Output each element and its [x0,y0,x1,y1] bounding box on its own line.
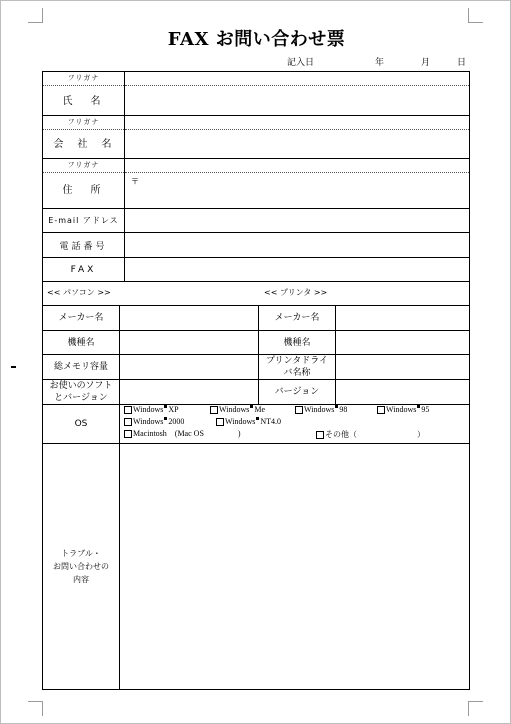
os-option-xp[interactable] [124,405,179,414]
email-field[interactable] [125,209,469,232]
company-input-area[interactable] [125,116,469,158]
printer-driver-label-line1: プリンタドライ [265,356,328,366]
os-xp-windows: Windows [133,405,164,414]
os-row [42,405,470,444]
date-filled-label: 記入日 [287,58,315,68]
crop-mark-bottom-left [28,701,43,716]
phone-row [42,233,470,258]
registered-mark-icon [164,405,167,408]
pc-maker-label: メーカー名 [43,306,120,330]
phone-field[interactable] [125,233,469,257]
os-label: OS [43,405,120,443]
name-furigana-label: フリガナ [43,72,124,86]
name-label: 氏 名 [62,96,105,107]
os-option-me[interactable] [210,405,265,414]
trouble-label-line3: 内容 [73,575,89,584]
pc-software-field[interactable] [120,380,259,404]
os-98-windows: Windows [304,405,335,414]
registered-mark-icon [256,417,259,420]
date-day-label: 日 [457,58,467,68]
os-mac-os-label: (Mac OS [174,429,204,438]
crop-mark-bottom-right [468,701,483,716]
os-xp-version: XP [168,405,179,414]
os-other-label: その他（ [325,430,357,439]
checkbox-icon[interactable] [295,406,303,414]
pc-model-label: 機種名 [43,331,120,354]
software-row [42,380,470,405]
os-option-98[interactable] [295,405,347,414]
crop-mark-top-left [28,8,43,23]
date-month-label: 月 [421,58,431,68]
pc-memory-field[interactable] [120,355,259,379]
registered-mark-icon [250,405,253,408]
company-furigana-label: フリガナ [43,116,124,130]
os-2000-windows: Windows [133,417,164,426]
email-label: E-mail アドレス [43,209,125,232]
address-furigana-field[interactable] [125,159,469,173]
pc-model-field[interactable] [120,331,259,354]
os-options [120,405,469,443]
name-furigana-field[interactable] [125,72,469,86]
crop-mark-top-right [468,8,483,23]
checkbox-icon[interactable] [377,406,385,414]
checkbox-icon[interactable] [124,418,132,426]
fax-row [42,258,470,282]
os-95-windows: Windows [386,405,417,414]
os-option-95[interactable] [377,405,429,414]
registered-mark-icon [417,405,420,408]
checkbox-icon[interactable] [316,431,324,439]
company-label: 会 社 名 [53,139,114,150]
trouble-row [42,444,470,690]
company-furigana-field[interactable] [125,116,469,130]
email-row [42,209,470,233]
os-2000-version: 2000 [168,417,185,426]
fax-field[interactable] [125,258,469,281]
printer-maker-label: メーカー名 [259,306,336,330]
os-nt-version: NT4.0 [260,417,282,426]
printer-version-label: バージョン [259,380,336,404]
margin-marker [11,366,16,368]
os-mac-label: Macintosh [133,429,167,438]
checkbox-icon[interactable] [216,418,224,426]
fax-label: FAX [43,258,125,281]
memory-row [42,355,470,380]
checkbox-icon[interactable] [210,406,218,414]
os-option-2000[interactable] [124,417,184,426]
printer-driver-label-line2: バ名称 [283,368,311,378]
os-98-version: 98 [339,405,348,414]
pc-section-header: << パソコン >> [47,288,111,297]
name-row [42,71,470,116]
os-other-close: ） [417,430,425,439]
printer-section-header: << プリンタ >> [264,288,328,297]
name-input-area[interactable] [125,72,469,115]
zip-mark: 〒 [131,177,139,186]
printer-version-field[interactable] [336,380,469,404]
os-option-other[interactable] [316,429,425,440]
checkbox-icon[interactable] [124,406,132,414]
os-option-mac[interactable] [124,429,241,438]
pc-software-label-line2: とバージョン [54,393,108,403]
date-year-label: 年 [375,58,385,68]
registered-mark-icon [335,405,338,408]
model-row [42,331,470,355]
trouble-label [43,444,120,689]
company-row [42,116,470,159]
address-row [42,159,470,209]
os-mac-close: ) [237,429,241,438]
form-title: FAX お問い合わせ票 [167,29,346,50]
trouble-label-line1: トラブル・ [61,549,101,558]
address-label: 住 所 [62,185,105,196]
inquiry-form-table [42,71,470,690]
printer-driver-label [259,355,336,379]
os-option-nt[interactable] [216,417,281,426]
section-header-row [42,282,470,306]
os-nt-windows: Windows [225,417,256,426]
checkbox-icon[interactable] [124,430,132,438]
registered-mark-icon [164,417,167,420]
phone-label: 電話番号 [43,233,125,257]
os-me-windows: Windows [219,405,250,414]
maker-row [42,306,470,331]
os-95-version: 95 [421,405,430,414]
pc-maker-field[interactable] [120,306,259,330]
printer-model-label: 機種名 [259,331,336,354]
pc-software-label-line1: お使いのソフト [49,381,113,391]
pc-memory-label: 総メモリ容量 [43,355,120,379]
trouble-label-line2: お問い合わせの [53,562,109,571]
os-me-version: Me [254,405,266,414]
address-input-area[interactable] [125,159,469,208]
address-furigana-label: フリガナ [43,159,124,173]
printer-maker-field[interactable] [336,306,469,330]
printer-driver-field[interactable] [336,355,469,379]
printer-model-field[interactable] [336,331,469,354]
pc-software-label [43,380,120,404]
trouble-field[interactable] [120,444,469,689]
